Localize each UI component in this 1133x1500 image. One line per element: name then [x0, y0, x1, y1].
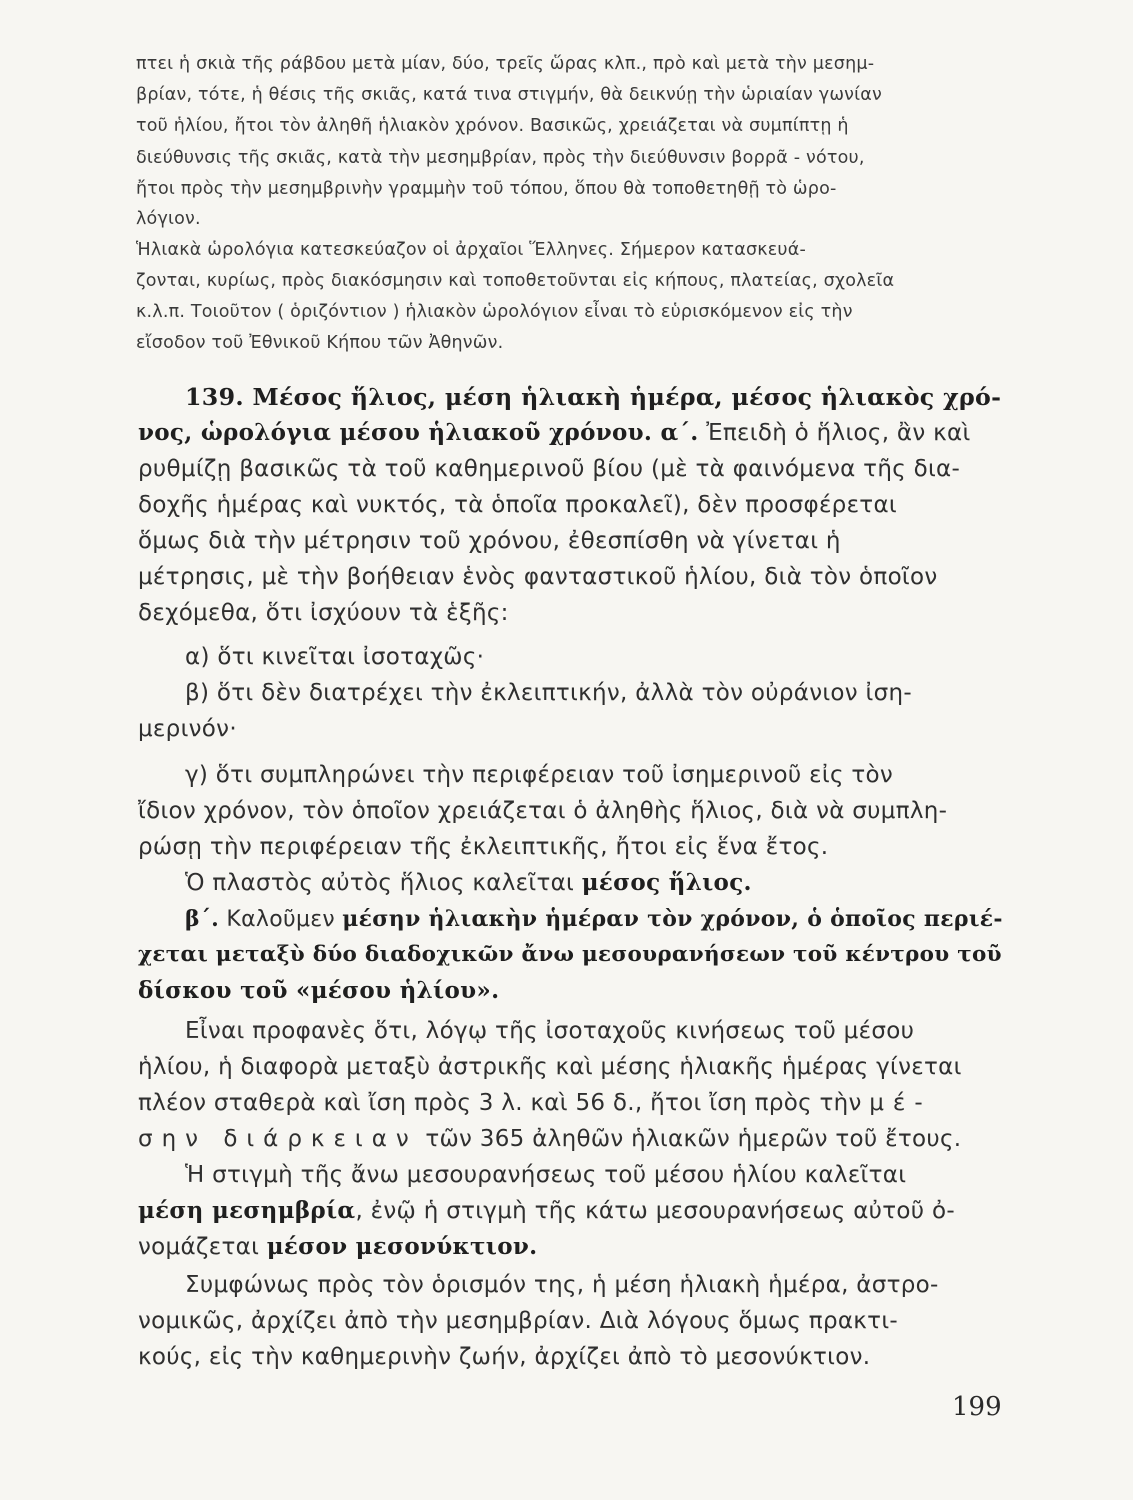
- text-line: ρυθμίζῃ βασικῶς τὰ τοῦ καθημερινοῦ βίου (μὲ τὰ φαινόμενα τῆς δια-: [138, 456, 961, 482]
- definition-bold: χεται μεταξὺ δύο διαδοχικῶν ἄνω μεσουρανήσεων τοῦ κέντρου τοῦ: [138, 942, 1002, 967]
- text-line: [138, 1194, 955, 1228]
- text-line: ρώσῃ τὴν περιφέρειαν τῆς ἐκλειπτικῆς, ἤτοι εἰς ἕνα ἔτος.: [138, 834, 829, 860]
- text-segment: τῶν 365 ἀληθῶν ἡλιακῶν ἡμερῶν τοῦ ἔτους.: [417, 1126, 962, 1152]
- section-heading-line1: 139. Μέσος ἥλιος, μέση ἡλιακὴ ἡμέρα, μέσος ἡλιακὸς χρό-: [185, 383, 1002, 411]
- text-line: ὅμως διὰ τὴν μέτρησιν τοῦ χρόνου, ἐθεσπίσθη νὰ γίνεται ἡ: [138, 528, 841, 554]
- text-line: [138, 974, 499, 1008]
- term-mean-sun: μέσος ἥλιος.: [581, 869, 752, 896]
- text-line: τοῦ ἡλίου, ἤτοι τὸν ἀληθῆ ἡλιακὸν χρόνον. Βασικῶς, χρειάζεται νὰ συμπίπτῃ ἡ: [136, 116, 849, 136]
- section-heading-line2: νος, ὡρολόγια μέσου ἡλιακοῦ χρόνου. α΄.: [138, 419, 699, 446]
- text-line: Συμφώνως πρὸς τὸν ὁρισμόν της, ἡ μέση ἡλιακὴ ἡμέρα, ἀστρο-: [185, 1272, 939, 1298]
- text-line: μερινόν·: [138, 716, 237, 742]
- text-line: πτει ἡ σκιὰ τῆς ράβδου μετὰ μίαν, δύο, τρεῖς ὥρας κλπ., πρὸ καὶ μετὰ τὴν μεσημ-: [136, 54, 875, 74]
- text-segment: Ἐπειδὴ ὁ ἥλιος, ἂν καὶ: [698, 420, 971, 446]
- text-line: διεύθυνσις τῆς σκιᾶς, κατὰ τὴν μεσημβρίαν, πρὸς τὴν διεύθυνσιν βορρᾶ - νότου,: [136, 148, 865, 168]
- term-mean-noon: μέση μεσημβρία: [138, 1197, 356, 1224]
- text-segment: πλέον σταθερὰ καὶ ἴση πρὸς 3 λ. καὶ 56 δ., ἤτοι ἴση πρὸς τὴν: [138, 1090, 870, 1116]
- text-line: [138, 938, 1002, 972]
- text-line: μέτρησις, μὲ τὴν βοήθειαν ἑνὸς φανταστικοῦ ἡλίου, διὰ τὸν ὁποῖον: [138, 564, 938, 590]
- subsection-label: β΄.: [185, 906, 220, 932]
- text-line: ζονται, κυρίως, πρὸς διακόσμησιν καὶ τοποθετοῦνται εἰς κήπους, πλατείας, σχολεῖα: [136, 271, 895, 291]
- definition-line: [185, 902, 1003, 936]
- text-line: Εἶναι προφανὲς ὅτι, λόγῳ τῆς ἰσοταχοῦς κινήσεως τοῦ μέσου: [185, 1018, 915, 1044]
- text-segment: νομάζεται: [138, 1234, 267, 1260]
- list-item-c: γ) ὅτι συμπληρώνει τὴν περιφέρειαν τοῦ ἰσημερινοῦ εἰς τὸν: [185, 762, 894, 788]
- page-number: 199: [952, 1392, 1002, 1422]
- text-line: [138, 416, 971, 450]
- text-line: εἴσοδον τοῦ Ἐθνικοῦ Κήπου τῶν Ἀθηνῶν.: [136, 333, 504, 353]
- text-line: κούς, εἰς τὴν καθημερινὴν ζωήν, ἀρχίζει ἀπὸ τὸ μεσονύκτιον.: [138, 1344, 871, 1370]
- text-segment: Ὁ πλαστὸς αὐτὸς ἥλιος καλεῖται: [185, 870, 582, 896]
- section-heading: [185, 380, 1001, 414]
- list-item-b: β) ὅτι δὲν διατρέχει τὴν ἐκλειπτικήν, ἀλλὰ τὸν οὐράνιον ἰση-: [185, 680, 912, 706]
- spaced-text: σην διάρκειαν: [138, 1126, 418, 1152]
- text-line: [138, 1122, 961, 1156]
- text-line: [138, 1230, 537, 1264]
- text-line: νομικῶς, ἀρχίζει ἀπὸ τὴν μεσημβρίαν. Διὰ λόγους ὅμως πρακτι-: [138, 1308, 898, 1334]
- text-line: Ἡ στιγμὴ τῆς ἄνω μεσουρανήσεως τοῦ μέσου ἡλίου καλεῖται: [185, 1162, 907, 1188]
- definition-bold: μέσην ἡλιακὴν ἡμέραν τὸν χρόνον, ὁ ὁποῖος περιέ-: [342, 906, 1003, 932]
- text-line: δεχόμεθα, ὅτι ἰσχύουν τὰ ἑξῆς:: [138, 600, 509, 626]
- spaced-text: μέ-: [869, 1090, 932, 1116]
- text-line: Ἡλιακὰ ὡρολόγια κατεσκεύαζον οἱ ἀρχαῖοι Ἕλληνες. Σήμερον κατασκευά-: [136, 240, 807, 260]
- text-line: βρίαν, τότε, ἡ θέσις τῆς σκιᾶς, κατά τινα στιγμήν, θὰ δεικνύῃ τὴν ὡριαίαν γωνίαν: [136, 85, 882, 105]
- text-line: [138, 1086, 932, 1120]
- text-line: ἴδιον χρόνον, τὸν ὁποῖον χρειάζεται ὁ ἀληθὴς ἥλιος, διὰ νὰ συμπλη-: [138, 798, 948, 824]
- text-line: κ.λ.π. Τοιοῦτον ( ὁριζόντιον ) ἡλιακὸν ὡρολόγιον εἶναι τὸ εὑρισκόμενον εἰς τὴν: [136, 302, 853, 322]
- text-line: δοχῆς ἡμέρας καὶ νυκτός, τὰ ὁποῖα προκαλεῖ), δὲν προσφέρεται: [138, 492, 897, 518]
- mean-sun-line: [185, 866, 752, 900]
- text-line: λόγιον.: [136, 209, 201, 229]
- text-segment: , ἐνῷ ἡ στιγμὴ τῆς κάτω μεσουρανήσεως αὐτοῦ ὀ-: [355, 1198, 955, 1224]
- text-segment: Καλοῦμεν: [219, 907, 343, 932]
- text-line: ἡλίου, ἡ διαφορὰ μεταξὺ ἀστρικῆς καὶ μέσης ἡλιακῆς ἡμέρας γίνεται: [138, 1054, 962, 1080]
- list-item-a: α) ὅτι κινεῖται ἰσοταχῶς·: [185, 644, 485, 670]
- term-mean-midnight: μέσον μεσονύκτιον.: [266, 1233, 538, 1260]
- text-line: ἤτοι πρὸς τὴν μεσημβρινὴν γραμμὴν τοῦ τόπου, ὅπου θὰ τοποθετηθῇ τὸ ὡρο-: [136, 179, 837, 199]
- definition-bold: δίσκου τοῦ «μέσου ἡλίου».: [138, 977, 500, 1004]
